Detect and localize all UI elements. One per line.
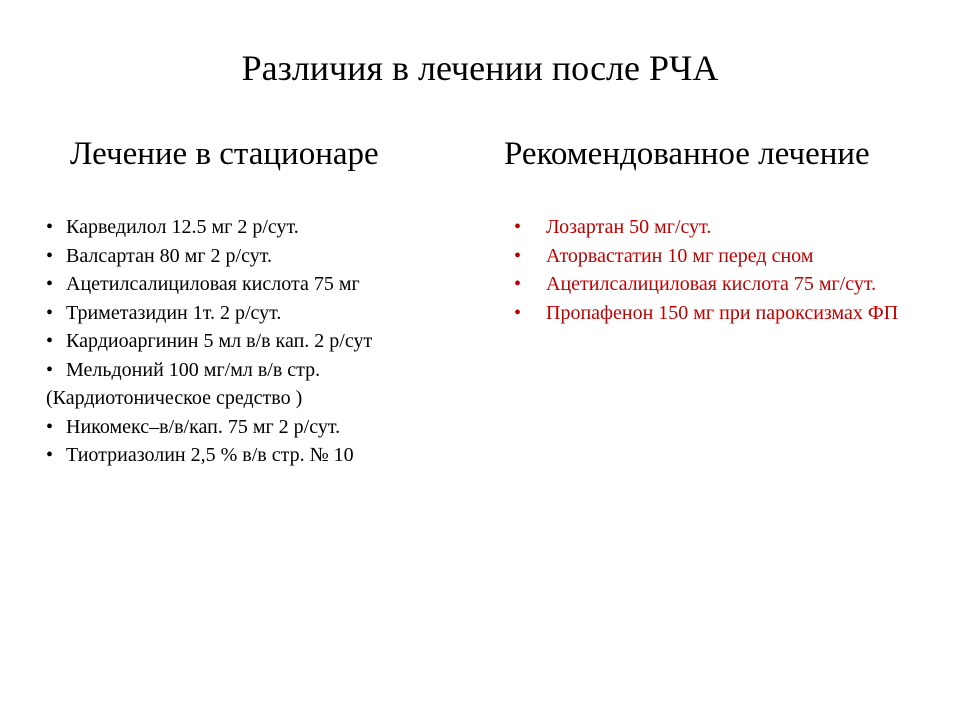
list-item-text: Лозартан 50 мг/сут. (546, 216, 712, 238)
list-item-continuation (46, 384, 466, 413)
list-item (46, 213, 466, 242)
list-item-text: Ацетилсалициловая кислота 75 мг/сут. (546, 273, 877, 295)
list-item-text: Триметазидин 1т. 2 р/сут. (66, 301, 282, 324)
list-item-text: Мельдоний 100 мг/мл в/в стр. (66, 358, 321, 381)
list-item (514, 299, 944, 328)
recommended-treatment-list (514, 213, 944, 327)
bullet-icon: • (46, 216, 54, 238)
bullet-icon: • (46, 244, 54, 267)
right-column-heading: Рекомендованное лечение (504, 136, 870, 172)
list-item (46, 299, 466, 328)
left-column-heading: Лечение в стационаре (70, 136, 379, 172)
list-item (514, 213, 944, 242)
list-item-text: Ацетилсалициловая кислота 75 мг (66, 273, 360, 295)
inpatient-treatment-list (46, 213, 466, 470)
bullet-icon: • (46, 415, 54, 438)
list-item-text: Тиотриазолин 2,5 % в/в стр. № 10 (66, 444, 354, 466)
list-item (46, 356, 466, 385)
list-item-text: Кардиоаргинин 5 мл в/в кап. 2 р/сут (66, 330, 373, 352)
list-item (46, 242, 466, 271)
list-item (514, 270, 944, 299)
list-item (46, 327, 466, 356)
bullet-icon: • (46, 301, 54, 324)
list-item-text: Пропафенон 150 мг при пароксизмах ФП (546, 301, 899, 324)
bullet-icon: • (46, 444, 54, 466)
bullet-icon: • (514, 216, 522, 238)
list-item-text: (Кардиотоническое средство ) (46, 387, 303, 409)
list-item (514, 242, 944, 271)
list-item (46, 270, 466, 299)
slide-title: Различия в лечении после РЧА (241, 48, 719, 88)
bullet-icon: • (46, 358, 54, 381)
bullet-icon: • (514, 301, 522, 324)
list-item-text: Карведилол 12.5 мг 2 р/сут. (66, 216, 299, 238)
bullet-icon: • (514, 273, 522, 295)
list-item-text: Аторвастатин 10 мг перед сном (546, 244, 814, 267)
list-item-text: Никомекс–в/в/кап. 75 мг 2 р/сут. (66, 415, 341, 438)
list-item (46, 413, 466, 442)
bullet-icon: • (46, 330, 54, 352)
bullet-icon: • (514, 244, 522, 267)
bullet-icon: • (46, 273, 54, 295)
list-item (46, 441, 466, 470)
list-item-text: Валсартан 80 мг 2 р/сут. (66, 244, 272, 267)
